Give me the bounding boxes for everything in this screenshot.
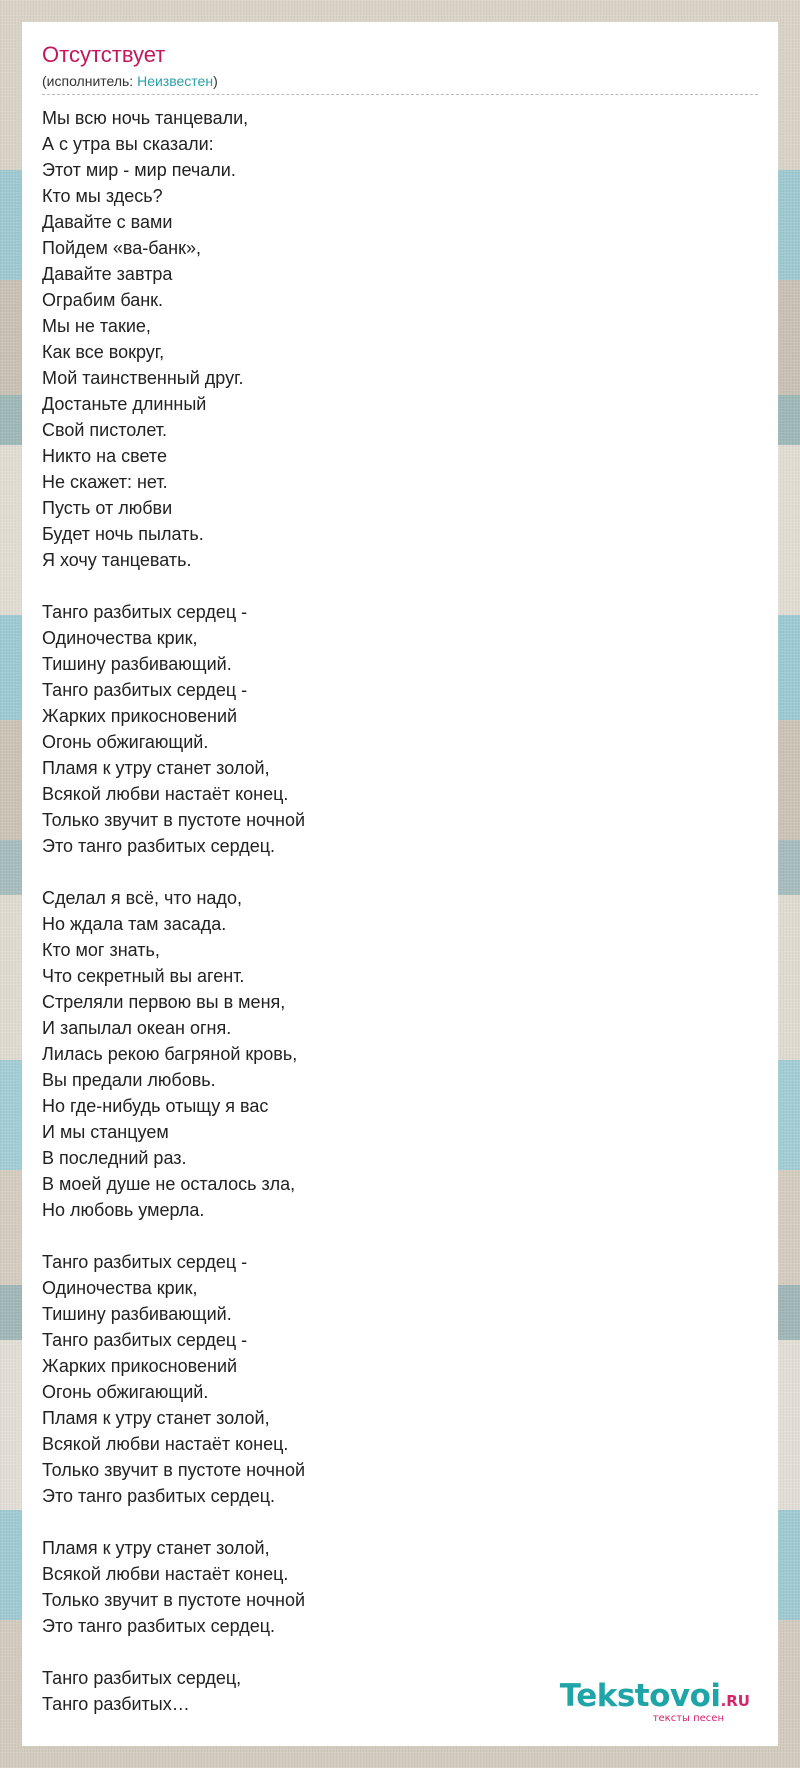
- lyric-line: Это танго разбитых сердец.: [42, 1486, 276, 1506]
- lyric-line: Танго разбитых…: [42, 1694, 190, 1714]
- lyric-line: Пламя к утру станет золой,: [42, 1408, 270, 1428]
- lyrics-stanza: [42, 885, 758, 1223]
- lyrics-card: [22, 22, 778, 1746]
- lyric-line: Только звучит в пустоте ночной: [42, 1590, 306, 1610]
- lyric-line: Тишину разбивающий.: [42, 1304, 232, 1324]
- lyric-line: Танго разбитых сердец -: [42, 1330, 248, 1350]
- lyric-line: Вы предали любовь.: [42, 1070, 216, 1090]
- lyric-line: Кто мог знать,: [42, 940, 160, 960]
- logo-tagline: тексты песен: [652, 1713, 724, 1724]
- lyric-line: Кто мы здесь?: [42, 186, 163, 206]
- artist-prefix: (исполнитель:: [42, 73, 138, 89]
- lyric-line: Будет ночь пылать.: [42, 524, 204, 544]
- song-title: Отсутствует: [42, 42, 166, 67]
- lyric-line: Мы не такие,: [42, 316, 151, 336]
- lyric-line: Этот мир - мир печали.: [42, 160, 236, 180]
- lyric-line: Давайте завтра: [42, 264, 173, 284]
- lyric-line: И запылал океан огня.: [42, 1018, 232, 1038]
- artist-suffix: ): [213, 73, 218, 89]
- lyric-line: Не скажет: нет.: [42, 472, 168, 492]
- lyric-line: Пламя к утру станет золой,: [42, 1538, 270, 1558]
- lyric-line: Тишину разбивающий.: [42, 654, 232, 674]
- lyric-line: Танго разбитых сердец -: [42, 602, 248, 622]
- lyric-line: Но любовь умерла.: [42, 1200, 205, 1220]
- lyrics-stanza: [42, 599, 758, 859]
- lyric-line: Лилась рекою багряной кровь,: [42, 1044, 298, 1064]
- logo-tld: .RU: [720, 1692, 750, 1710]
- lyric-line: Пусть от любви: [42, 498, 173, 518]
- lyric-line: Стреляли первою вы в меня,: [42, 992, 286, 1012]
- lyric-line: Давайте с вами: [42, 212, 173, 232]
- lyric-line: Но ждала там засада.: [42, 914, 227, 934]
- lyric-line: Ограбим банк.: [42, 290, 164, 310]
- lyric-line: Свой пистолет.: [42, 420, 168, 440]
- lyric-line: Но где-нибудь отыщу я вас: [42, 1096, 269, 1116]
- lyric-line: Мой таинственный друг.: [42, 368, 244, 388]
- lyric-line: Всякой любви настаёт конец.: [42, 1564, 289, 1584]
- lyric-line: Танго разбитых сердец,: [42, 1668, 242, 1688]
- lyrics-stanza: [42, 105, 758, 573]
- site-logo[interactable]: [560, 1679, 750, 1724]
- lyric-line: Огонь обжигающий.: [42, 732, 209, 752]
- logo-main-text: Tekstovoi: [559, 1678, 721, 1714]
- lyric-line: Всякой любви настаёт конец.: [42, 1434, 289, 1454]
- artist-link[interactable]: Неизвестен: [137, 73, 214, 89]
- lyric-line: Жарких прикосновений: [42, 706, 238, 726]
- artist-line: [42, 72, 758, 95]
- lyric-line: Танго разбитых сердец -: [42, 1252, 248, 1272]
- lyric-line: Огонь обжигающий.: [42, 1382, 209, 1402]
- lyric-line: Это танго разбитых сердец.: [42, 836, 276, 856]
- lyrics-stanza: [42, 1535, 758, 1639]
- lyric-line: В последний раз.: [42, 1148, 187, 1168]
- lyric-line: Только звучит в пустоте ночной: [42, 1460, 306, 1480]
- lyric-line: Сделал я всё, что надо,: [42, 888, 242, 908]
- lyric-line: Мы всю ночь танцевали,: [42, 108, 249, 128]
- lyric-line: Одиночества крик,: [42, 628, 198, 648]
- lyric-line: В моей душе не осталось зла,: [42, 1174, 296, 1194]
- lyric-line: Жарких прикосновений: [42, 1356, 238, 1376]
- lyric-line: Достаньте длинный: [42, 394, 207, 414]
- lyrics-stanza: [42, 1249, 758, 1509]
- lyric-line: Как все вокруг,: [42, 342, 165, 362]
- lyrics-text: [42, 105, 758, 1717]
- lyric-line: Пойдем «ва-банк»,: [42, 238, 202, 258]
- lyric-line: Это танго разбитых сердец.: [42, 1616, 276, 1636]
- lyric-line: Я хочу танцевать.: [42, 550, 192, 570]
- lyric-line: Танго разбитых сердец -: [42, 680, 248, 700]
- lyric-line: Одиночества крик,: [42, 1278, 198, 1298]
- lyric-line: Что секретный вы агент.: [42, 966, 245, 986]
- lyric-line: Всякой любви настаёт конец.: [42, 784, 289, 804]
- lyric-line: Только звучит в пустоте ночной: [42, 810, 306, 830]
- lyric-line: А с утра вы сказали:: [42, 134, 214, 154]
- lyric-line: Пламя к утру станет золой,: [42, 758, 270, 778]
- lyric-line: И мы станцуем: [42, 1122, 169, 1142]
- lyric-line: Никто на свете: [42, 446, 167, 466]
